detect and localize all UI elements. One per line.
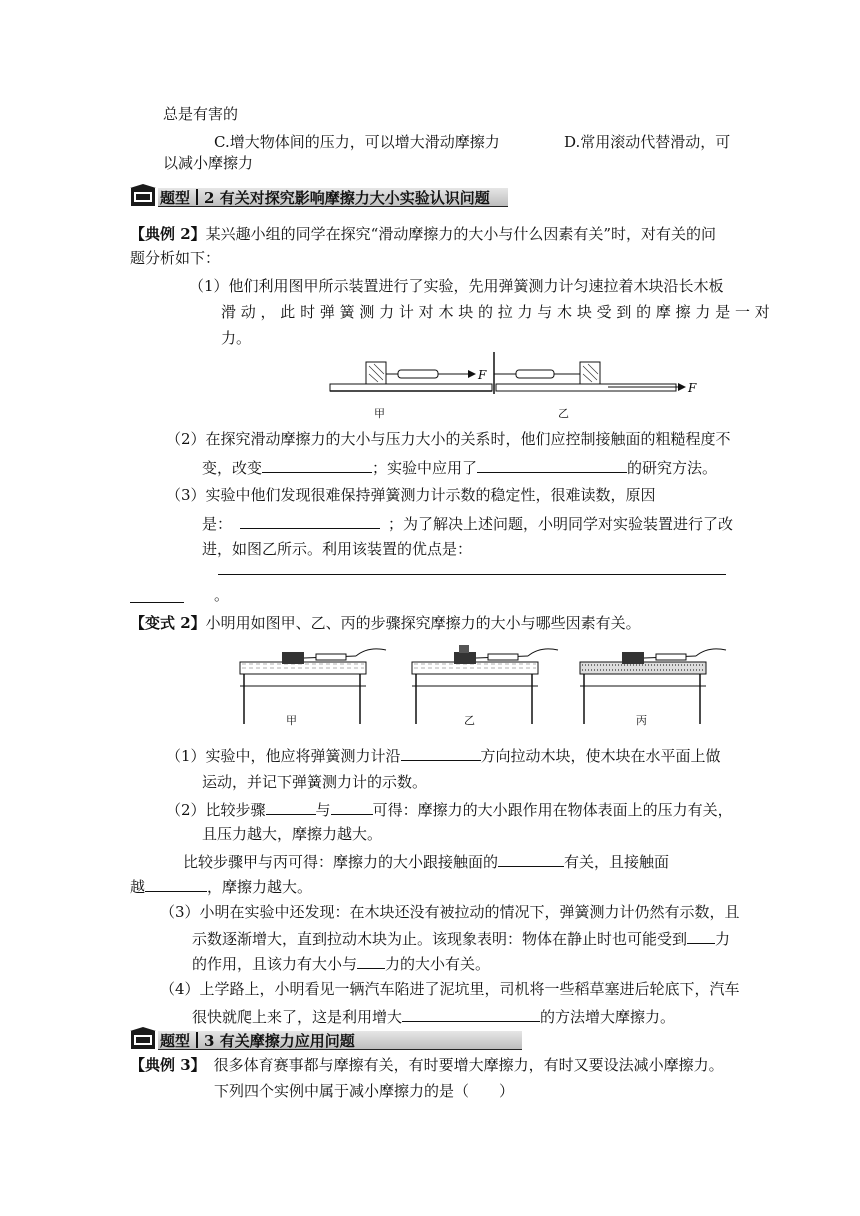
figure-label-yi: 乙: [558, 407, 569, 420]
answer-blank[interactable]: [331, 798, 373, 815]
answer-blank[interactable]: [498, 850, 564, 867]
banner-text: [160, 187, 490, 208]
answer-blank[interactable]: [145, 875, 207, 892]
text: 变，改变: [202, 459, 263, 477]
question-2-line: [183, 850, 669, 872]
example-tag: 【典例 3】: [130, 1056, 206, 1074]
example-3-line: 下列四个实例中属于减小摩擦力的是（ ）: [214, 1082, 515, 1100]
banner-type-label: 题型: [160, 189, 191, 207]
text: 力的大小有关。: [385, 955, 491, 973]
question-2-line: [166, 798, 733, 820]
question-4-line: （4）上学路上，小明看见一辆汽车陷进了泥坑里，司机将一些稻草塞进后轮底下，汽车: [160, 980, 740, 998]
figure-label-jia: 甲: [374, 407, 385, 420]
question-4-line: [192, 1005, 675, 1027]
text: 的方法增大摩擦力。: [540, 1008, 676, 1026]
text: 可得：摩擦力的大小跟作用在物体表面上的压力有关，: [372, 801, 733, 819]
tables-figure: [236, 642, 746, 728]
text: 的作用，且该力有大小与: [192, 955, 358, 973]
question-3-line: 进，如图乙所示。利用该装置的优点是：: [202, 540, 473, 558]
answer-blank[interactable]: [357, 952, 385, 969]
answer-blank[interactable]: [218, 560, 726, 575]
text: 很快就爬上来了，这是利用增大: [192, 1008, 403, 1026]
question-3-line: [192, 927, 730, 949]
question-2-line: （2）在探究滑动摩擦力的大小与压力大小的关系时，他们应控制接触面的粗糙程度不: [166, 430, 731, 448]
answer-blank[interactable]: [130, 588, 184, 603]
text: ；实验中应用了: [372, 459, 478, 477]
variant-2-intro: [130, 613, 641, 633]
answer-blank[interactable]: [401, 744, 481, 761]
question-1-line: （1）他们利用图甲所示装置进行了实验，先用弹簧测力计匀速拉着木块沿长木板: [189, 277, 724, 295]
question-3-line: [202, 512, 733, 534]
answer-blank[interactable]: [240, 512, 380, 529]
question-1-line: 运动，并记下弹簧测力计的示数。: [202, 773, 428, 791]
text: 比较步骤甲与丙可得：摩擦力的大小跟接触面的: [183, 853, 499, 871]
question-2-line: [202, 456, 717, 478]
text: 有关，且接触面: [564, 853, 670, 871]
banner-number: 2: [204, 189, 215, 207]
seal-icon: [130, 184, 160, 208]
answer-blank[interactable]: [477, 456, 627, 473]
question-2-line: 且压力越大，摩擦力越大。: [202, 825, 383, 843]
period: 。: [214, 586, 230, 604]
variant-tag: 【变式 2】: [130, 614, 206, 632]
text: （1）实验中，他应将弹簧测力计沿: [166, 747, 401, 765]
text: 力: [715, 930, 731, 948]
example-3-line: [130, 1055, 724, 1075]
text: 方向拉动木块，使木块在水平面上做: [480, 747, 721, 765]
section-banner-3: [130, 1027, 530, 1051]
question-3-line: （3）小明在实验中还发现：在木块还没有被拉动的情况下，弹簧测力计仍然有示数，且: [160, 903, 740, 921]
answer-blank[interactable]: [402, 1005, 540, 1022]
text: ，摩擦力越大。: [207, 878, 313, 896]
table-yi: [412, 645, 558, 724]
figure-label-bing: 丙: [636, 714, 647, 727]
answer-blank[interactable]: [687, 927, 715, 944]
text: 的研究方法。: [627, 459, 718, 477]
text: ；为了解决上述问题，小明同学对实验装置进行了改: [388, 515, 734, 533]
text: （2）比较步骤: [166, 801, 266, 819]
banner-title: 有关对探究影响摩擦力大小实验认识问题: [219, 189, 490, 207]
figure-label-jia: 甲: [286, 714, 297, 727]
text: 是：: [202, 515, 233, 533]
question-1-line: [166, 744, 721, 766]
seal-icon: [130, 1027, 160, 1051]
text-line: 总是有害的: [163, 105, 239, 123]
answer-blank[interactable]: [266, 798, 316, 815]
option-c: C.增大物体间的压力，可以增大滑动摩擦力: [214, 133, 500, 151]
figure-label-yi: 乙: [464, 714, 475, 727]
question-3-line: （3）实验中他们发现很难保持弹簧测力计示数的稳定性，很难读数，原因: [166, 486, 656, 504]
example-2-intro: [130, 224, 716, 244]
text-line: 题分析如下：: [130, 249, 221, 267]
text: 很多体育赛事都与摩擦有关，有时要增大摩擦力，有时又要设法减小摩擦力。: [213, 1056, 724, 1074]
force-label: F: [688, 381, 697, 395]
option-d: D.常用滚动代替滑动，可: [564, 133, 731, 151]
text-line: 以减小摩擦力: [163, 154, 254, 172]
banner-number: 3: [204, 1032, 215, 1050]
intro-text: 小明用如图甲、乙、丙的步骤探究摩擦力的大小与哪些因素有关。: [205, 614, 641, 632]
banner-title: 有关摩擦力应用问题: [219, 1032, 355, 1050]
banner-type-label: 题型: [160, 1032, 191, 1050]
question-1-line: 力。: [221, 329, 252, 347]
text: 示数逐渐增大，直到拉动木块为止。该现象表明：物体在静止时也可能受到: [192, 930, 688, 948]
example-tag: 【典例 2】: [130, 225, 206, 243]
table-bing: [580, 649, 726, 724]
question-3-line: [192, 952, 490, 974]
force-label: F: [478, 368, 487, 382]
section-banner-2: [130, 184, 510, 208]
intro-text: 某兴趣小组的同学在探究“滑动摩擦力的大小与什么因素有关”时，对有关的问: [205, 225, 717, 243]
banner-text: [160, 1030, 355, 1051]
table-jia: [240, 649, 386, 724]
text: 与: [315, 801, 331, 819]
answer-blank[interactable]: [262, 456, 372, 473]
question-2-line: [130, 875, 312, 897]
question-1-line: 滑 动 ， 此 时 弹 簧 测 力 计 对 木 块 的 拉 力 与 木 块 受 到 的 摩 擦 力 是 一 对: [221, 303, 770, 321]
text: 越: [130, 878, 146, 896]
